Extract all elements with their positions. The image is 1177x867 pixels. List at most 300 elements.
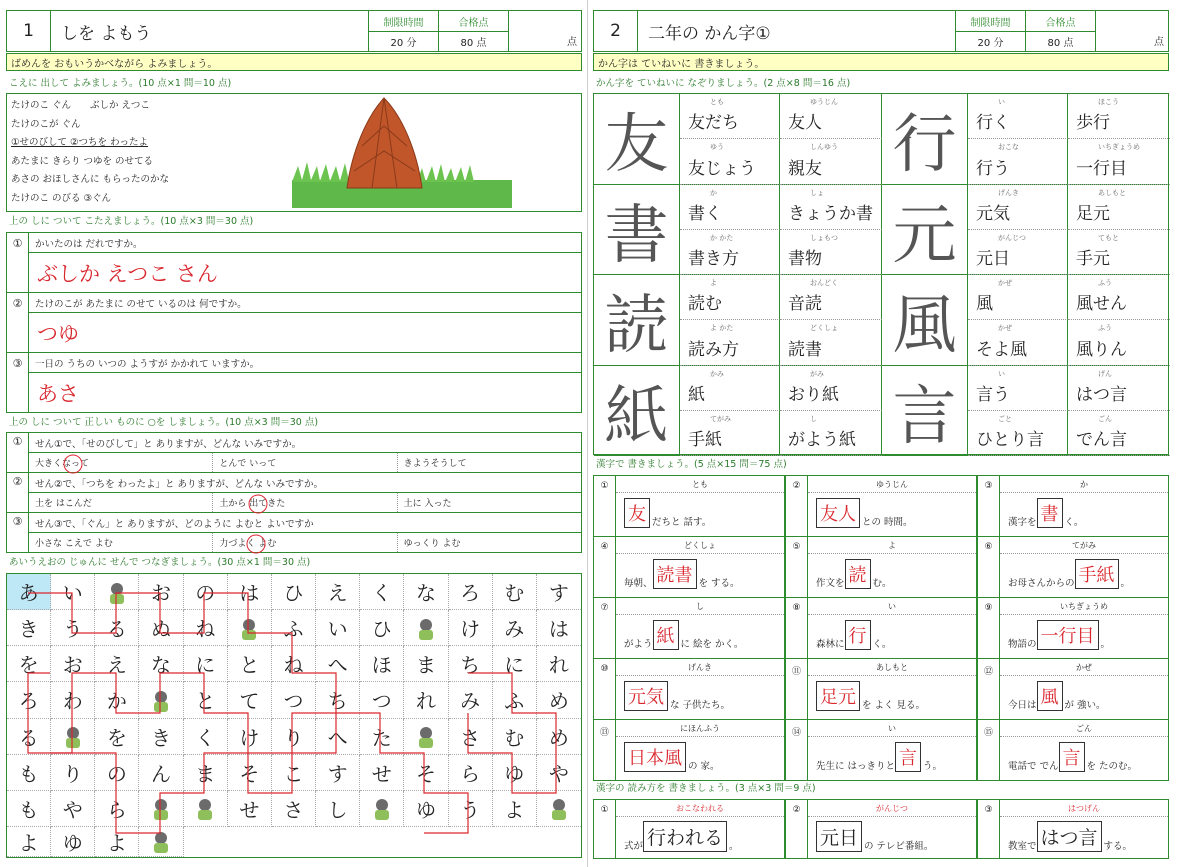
poem-box xyxy=(6,93,582,212)
kanji-block xyxy=(882,185,1170,276)
trace-kanji[interactable]: 書 xyxy=(594,185,680,276)
hiragana-cell[interactable]: れ xyxy=(404,682,448,718)
choice-question-3 xyxy=(6,512,582,553)
reading-grid xyxy=(593,799,1169,859)
trace-kanji[interactable]: 元 xyxy=(882,185,968,276)
option[interactable]: 力づよく よむ xyxy=(213,533,397,552)
answer-box[interactable]: 一行目 xyxy=(1037,620,1099,650)
question-text: せん③で、「ぐん」と ありますが、どのように よむと よいですか xyxy=(29,513,581,533)
hiragana-cell[interactable]: う xyxy=(51,610,95,646)
picture-cell[interactable] xyxy=(228,610,272,646)
picture-cell[interactable] xyxy=(360,791,404,827)
hiragana-cell[interactable]: あ xyxy=(7,574,51,610)
option[interactable]: きようそうして xyxy=(403,459,467,469)
reading-hint: あしもと xyxy=(808,659,976,676)
hiragana-cell[interactable]: ゆ xyxy=(404,791,448,827)
hiragana-cell[interactable]: な xyxy=(139,646,183,682)
sentence xyxy=(624,742,720,772)
furigana: ごん xyxy=(1098,414,1112,423)
hiragana-cell[interactable]: ら xyxy=(449,755,493,791)
word-text: 行く xyxy=(976,113,1010,134)
hiragana-cell[interactable]: ほ xyxy=(360,646,404,682)
question-number: ③ xyxy=(978,800,1000,858)
hiragana-cell[interactable]: を xyxy=(95,719,139,755)
time-label: 制限時間 xyxy=(369,11,438,32)
hiragana-cell[interactable]: に xyxy=(184,646,228,682)
character-icon xyxy=(104,579,130,605)
left-worksheet xyxy=(6,10,582,860)
hiragana-cell[interactable]: よ xyxy=(7,827,51,857)
trace-word[interactable] xyxy=(680,411,780,456)
sentence xyxy=(624,681,730,711)
question-number: ⑤ xyxy=(786,537,808,597)
prefix-text: 作文を xyxy=(816,578,845,589)
picture-cell[interactable] xyxy=(139,827,183,857)
suffix-text: を たのむ。 xyxy=(1086,761,1138,772)
question-number: ⑦ xyxy=(594,598,616,658)
word-text: 読み方 xyxy=(688,339,739,360)
page-divider xyxy=(587,0,588,867)
hiragana-cell[interactable]: い xyxy=(316,610,360,646)
hiragana-cell[interactable]: は xyxy=(537,610,581,646)
trace-word[interactable] xyxy=(780,230,882,275)
hiragana-cell[interactable]: ね xyxy=(184,610,228,646)
section-trace: かん字を ていねいに なぞりましょう。(2 点×8 問＝16 点) xyxy=(596,78,851,89)
trace-word[interactable] xyxy=(680,185,780,230)
hiragana-cell[interactable]: ろ xyxy=(449,574,493,610)
picture-cell[interactable] xyxy=(404,610,448,646)
furigana: し xyxy=(810,414,817,423)
hiragana-cell[interactable]: い xyxy=(51,574,95,610)
trace-word[interactable] xyxy=(680,139,780,184)
hiragana-cell[interactable]: こ xyxy=(272,755,316,791)
furigana: かぜ xyxy=(998,324,1012,333)
trace-word[interactable] xyxy=(968,139,1068,184)
hiragana-cell[interactable]: も xyxy=(7,755,51,791)
word-text: 友じょう xyxy=(688,158,756,179)
answer-field[interactable]: あさ xyxy=(37,381,79,406)
word-text: 読書 xyxy=(788,339,822,360)
hiragana-cell[interactable]: ろ xyxy=(7,682,51,718)
hiragana-cell[interactable]: す xyxy=(537,574,581,610)
answer-box[interactable]: 日本風 xyxy=(624,742,686,772)
write-question xyxy=(977,476,1169,537)
suffix-text: く。 xyxy=(872,639,892,650)
time-label: 制限時間 xyxy=(956,11,1025,32)
trace-word[interactable] xyxy=(680,94,780,139)
answer-box[interactable]: 言 xyxy=(1059,742,1085,772)
prefix-text: 先生に はっきりと xyxy=(816,761,896,772)
sentence xyxy=(816,681,925,711)
trace-word[interactable] xyxy=(780,185,882,230)
character-icon xyxy=(148,795,174,821)
hiragana-cell[interactable]: さ xyxy=(449,719,493,755)
poem-line: たけのこ のびる ③ぐん xyxy=(11,192,112,204)
hiragana-cell[interactable]: さ xyxy=(272,791,316,827)
answer-box[interactable]: 足元 xyxy=(816,681,860,711)
trace-word[interactable] xyxy=(780,139,882,184)
answer-box[interactable]: 友人 xyxy=(816,498,860,528)
hiragana-cell[interactable]: ふ xyxy=(272,610,316,646)
hiragana-cell[interactable]: め xyxy=(537,682,581,718)
sentence xyxy=(816,498,913,528)
suffix-text: く。 xyxy=(1064,517,1084,528)
options xyxy=(29,453,581,472)
reading-answer[interactable]: おこなわれる xyxy=(616,800,784,817)
furigana: ゆうじん xyxy=(810,98,838,106)
trace-word[interactable] xyxy=(968,320,1068,365)
hiragana-cell[interactable]: や xyxy=(51,791,95,827)
trace-word[interactable] xyxy=(780,411,882,456)
poem-line: あさの おほしさんに もらったのかな xyxy=(11,174,170,185)
write-question xyxy=(785,720,977,781)
word-text: 元日 xyxy=(976,249,1010,269)
pass-value: 80 点 xyxy=(1047,38,1074,49)
hiragana-cell[interactable]: も xyxy=(7,791,51,827)
furigana: げんき xyxy=(998,188,1019,197)
character-icon xyxy=(236,615,262,641)
section-choices: 上の しに ついて 正しい ものに ○を しましょう。(10 点×3 問＝30 点) xyxy=(9,417,319,428)
question-number: ① xyxy=(594,476,616,536)
prefix-text: 今日は xyxy=(1008,700,1037,711)
answer-box[interactable]: 書 xyxy=(1037,498,1063,528)
hiragana-cell[interactable]: け xyxy=(228,719,272,755)
write-question xyxy=(785,659,977,720)
hiragana-cell[interactable]: き xyxy=(7,610,51,646)
word-text: 風りん xyxy=(1076,339,1127,360)
poem-line: たけのこ ぐん ぶしか えつこ xyxy=(11,100,150,111)
sentence xyxy=(816,821,933,852)
question-number: ⑬ xyxy=(594,720,616,780)
hiragana-cell[interactable]: へ xyxy=(316,646,360,682)
hiragana-cell[interactable]: つ xyxy=(272,682,316,718)
word-text: 友人 xyxy=(788,113,822,134)
question-number: ① xyxy=(594,800,616,858)
trace-word[interactable] xyxy=(1068,275,1170,320)
right-title: 二年の かん字① xyxy=(638,11,956,51)
option[interactable]: 土から 出てきた xyxy=(213,493,397,512)
left-title: しを よもう xyxy=(51,11,369,51)
furigana: ふう xyxy=(1098,279,1112,287)
word-text: 一行目 xyxy=(1076,158,1127,179)
hiragana-cell[interactable]: ふ xyxy=(493,682,537,718)
furigana: ほこう xyxy=(1098,98,1119,106)
hiragana-cell[interactable]: み xyxy=(449,682,493,718)
hiragana-cell[interactable]: し xyxy=(316,791,360,827)
write-question xyxy=(593,659,785,720)
reading-hint: げんき xyxy=(616,659,784,676)
kanji-block xyxy=(882,275,1170,366)
question-number: ⑮ xyxy=(978,720,1000,780)
reading-hint: とも xyxy=(616,476,784,493)
option[interactable]: 土を はこんだ xyxy=(29,493,213,512)
option[interactable]: ゆっくり よむ xyxy=(403,539,461,549)
hiragana-cell[interactable]: へ xyxy=(316,719,360,755)
trace-kanji[interactable]: 風 xyxy=(882,275,968,366)
kanji-box: 元日 xyxy=(816,821,862,852)
sentence xyxy=(624,821,739,852)
trace-word[interactable] xyxy=(780,94,882,139)
option[interactable]: とんで いって xyxy=(213,453,397,472)
trace-word[interactable] xyxy=(1068,94,1170,139)
trace-word[interactable] xyxy=(1068,411,1170,456)
sentence xyxy=(1008,681,1106,711)
kanji-block xyxy=(882,94,1170,185)
hiragana-cell[interactable]: る xyxy=(95,610,139,646)
choice-question-2 xyxy=(6,472,582,513)
trace-kanji[interactable]: 友 xyxy=(594,94,680,185)
answer-box[interactable]: 友 xyxy=(624,498,650,528)
hiragana-cell[interactable]: よ xyxy=(493,791,537,827)
hiragana-cell[interactable]: ま xyxy=(404,646,448,682)
trace-word[interactable] xyxy=(780,275,882,320)
answer-field[interactable]: つゆ xyxy=(37,321,79,346)
reading-hint: かぜ xyxy=(1000,659,1168,676)
hiragana-cell[interactable]: め xyxy=(537,719,581,755)
word-text: 親友 xyxy=(788,158,822,179)
hiragana-cell[interactable]: り xyxy=(51,755,95,791)
hiragana-cell[interactable]: わ xyxy=(51,682,95,718)
hiragana-cell[interactable]: え xyxy=(95,646,139,682)
word-text: 行う xyxy=(976,158,1010,179)
question-body xyxy=(29,293,581,352)
trace-kanji[interactable]: 行 xyxy=(882,94,968,185)
bamboo-shoot-illustration xyxy=(292,96,512,208)
hiragana-cell[interactable]: ち xyxy=(449,646,493,682)
left-instruction: ばめんを おもいうかべながら よみましょう。 xyxy=(6,53,582,71)
trace-word[interactable] xyxy=(968,230,1068,275)
hiragana-cell[interactable]: ね xyxy=(272,646,316,682)
hiragana-cell[interactable]: て xyxy=(228,682,272,718)
answer-box[interactable]: 紙 xyxy=(653,620,679,650)
word-text: がよう紙 xyxy=(788,430,856,450)
trace-word[interactable] xyxy=(968,275,1068,320)
word-text: 紙 xyxy=(688,384,705,405)
answer-box[interactable]: 行 xyxy=(845,620,871,650)
reading-hint: ごん xyxy=(1000,720,1168,737)
word-text: 手元 xyxy=(1076,249,1110,269)
kanji-trace-grid xyxy=(593,93,1169,455)
trace-word[interactable] xyxy=(680,320,780,365)
reading-hint: い xyxy=(808,598,976,615)
trace-word[interactable] xyxy=(1068,320,1170,365)
trace-word[interactable] xyxy=(1068,366,1170,411)
answer-box[interactable]: 風 xyxy=(1037,681,1063,711)
trace-kanji[interactable]: 読 xyxy=(594,275,680,366)
furigana: がんじつ xyxy=(998,233,1026,242)
hiragana-cell[interactable]: つ xyxy=(360,682,404,718)
hiragana-cell[interactable]: ぬ xyxy=(139,610,183,646)
hiragana-cell[interactable]: く xyxy=(184,719,228,755)
furigana: どくしょ xyxy=(810,324,838,333)
trace-word[interactable] xyxy=(680,275,780,320)
score-box[interactable]: 点 xyxy=(567,37,577,48)
hiragana-cell[interactable]: ゆ xyxy=(51,827,95,857)
word-text: きょうか書 xyxy=(788,203,873,224)
answer-box[interactable]: 読書 xyxy=(653,559,697,589)
hiragana-cell[interactable]: す xyxy=(316,755,360,791)
section-connect: あいうえおの じゅんに せんで つなぎましょう。(30 点×1 問＝30 点) xyxy=(9,557,311,568)
hiragana-cell[interactable]: け xyxy=(449,610,493,646)
hiragana-cell[interactable]: た xyxy=(360,719,404,755)
furigana: てもと xyxy=(1098,233,1119,242)
hiragana-cell[interactable]: よ xyxy=(95,827,139,857)
hiragana-cell[interactable]: ゆ xyxy=(493,755,537,791)
suffix-text: 。 xyxy=(1100,639,1111,650)
picture-cell[interactable] xyxy=(184,791,228,827)
hiragana-cell[interactable]: や xyxy=(537,755,581,791)
trace-word[interactable] xyxy=(1068,230,1170,275)
hiragana-cell[interactable]: に xyxy=(493,646,537,682)
poem-line: あたまに きらり つゆを のせてる xyxy=(11,155,154,167)
question-body xyxy=(29,233,581,292)
question-number: ⑩ xyxy=(594,659,616,719)
trace-kanji[interactable]: 紙 xyxy=(594,366,680,457)
furigana: よ かた xyxy=(710,324,734,333)
furigana: おこな xyxy=(998,143,1019,152)
trace-word[interactable] xyxy=(968,411,1068,456)
hiragana-cell[interactable]: お xyxy=(51,646,95,682)
hiragana-cell[interactable]: そ xyxy=(404,755,448,791)
hiragana-cell[interactable]: そ xyxy=(228,755,272,791)
trace-word[interactable] xyxy=(680,230,780,275)
trace-word[interactable] xyxy=(968,366,1068,411)
section-reading: 漢字の 読み方を 書きましょう。(3 点×3 問＝9 点) xyxy=(596,783,816,794)
picture-cell[interactable] xyxy=(139,682,183,718)
picture-cell[interactable] xyxy=(95,574,139,610)
reading-question xyxy=(977,799,1169,859)
reading-answer[interactable]: はつげん xyxy=(1000,800,1168,817)
hiragana-cell[interactable]: む xyxy=(493,574,537,610)
suffix-text: を よく 見る。 xyxy=(862,700,926,711)
word-text: 風 xyxy=(976,294,993,315)
hiragana-cell[interactable]: を xyxy=(7,646,51,682)
pass-label: 合格点 xyxy=(1026,11,1095,32)
answer-box[interactable]: 読 xyxy=(845,559,871,589)
reading-answer[interactable]: がんじつ xyxy=(808,800,976,817)
question-body xyxy=(29,513,581,552)
answer-box[interactable]: 言 xyxy=(895,742,921,772)
hiragana-cell[interactable]: お xyxy=(139,574,183,610)
option[interactable]: 小さな こえで よむ xyxy=(29,533,213,552)
hiragana-cell[interactable]: う xyxy=(449,791,493,827)
hiragana-cell[interactable]: ひ xyxy=(272,574,316,610)
option[interactable]: 土に 入った xyxy=(403,499,452,509)
suffix-text: う。 xyxy=(923,761,943,772)
hiragana-cell[interactable]: な xyxy=(404,574,448,610)
trace-word[interactable] xyxy=(968,185,1068,230)
suffix-text: な 子供たち。 xyxy=(670,700,731,711)
hiragana-cell[interactable]: と xyxy=(228,646,272,682)
sentence xyxy=(624,559,740,589)
kanji-box: 行われる xyxy=(643,821,727,852)
question-text: せん①で、「せのびして」と ありますが、どんな いみですか。 xyxy=(29,433,581,453)
hiragana-cell[interactable]: れ xyxy=(537,646,581,682)
suffix-text: する。 xyxy=(1103,841,1133,852)
right-worksheet xyxy=(593,10,1169,860)
hiragana-cell[interactable]: え xyxy=(316,574,360,610)
furigana: か かた xyxy=(710,233,734,242)
picture-cell[interactable] xyxy=(537,791,581,827)
hiragana-cell[interactable]: む xyxy=(493,719,537,755)
kanji-block xyxy=(594,94,882,185)
sentence xyxy=(624,498,711,528)
suffix-text: の テレビ番組。 xyxy=(864,841,934,852)
hiragana-cell[interactable]: か xyxy=(95,682,139,718)
prefix-text: がよう xyxy=(624,639,653,650)
picture-cell[interactable] xyxy=(51,719,95,755)
time-value: 20 分 xyxy=(977,38,1004,49)
hiragana-cell[interactable]: る xyxy=(7,719,51,755)
section-read-aloud: こえに 出して よみましょう。(10 点×1 問＝10 点) xyxy=(9,78,232,89)
hiragana-cell[interactable]: の xyxy=(95,755,139,791)
option[interactable]: 大きくなって xyxy=(29,453,213,472)
word-text: 歩行 xyxy=(1076,113,1110,134)
sentence xyxy=(816,620,891,650)
hiragana-cell[interactable]: ら xyxy=(95,791,139,827)
word-text: 元気 xyxy=(976,203,1010,224)
answer-box[interactable]: 手紙 xyxy=(1075,559,1119,589)
picture-cell[interactable] xyxy=(404,719,448,755)
write-kanji-grid xyxy=(593,475,1169,780)
picture-cell[interactable] xyxy=(139,791,183,827)
hiragana-cell[interactable]: き xyxy=(139,719,183,755)
hiragana-cell[interactable]: の xyxy=(184,574,228,610)
hiragana-cell[interactable]: は xyxy=(228,574,272,610)
question-number: ① xyxy=(7,233,29,292)
hiragana-cell[interactable]: く xyxy=(360,574,404,610)
hiragana-cell[interactable]: ん xyxy=(139,755,183,791)
hiragana-cell[interactable]: せ xyxy=(360,755,404,791)
hiragana-cell[interactable]: み xyxy=(493,610,537,646)
answer-field[interactable]: ぶしか えつこ さん xyxy=(37,261,218,286)
hiragana-cell[interactable]: り xyxy=(272,719,316,755)
trace-word[interactable] xyxy=(780,320,882,365)
trace-word[interactable] xyxy=(680,366,780,411)
word-text: 書く xyxy=(688,203,722,224)
sentence xyxy=(1008,742,1137,772)
score-box[interactable]: 点 xyxy=(1154,37,1164,48)
kanji-block xyxy=(594,366,882,457)
write-question xyxy=(593,476,785,537)
question-number: ③ xyxy=(7,353,29,412)
hiragana-cell[interactable]: ち xyxy=(316,682,360,718)
furigana: てがみ xyxy=(710,414,731,423)
suffix-text: 。 xyxy=(729,841,739,852)
trace-word[interactable] xyxy=(1068,139,1170,184)
suffix-text: が 強い。 xyxy=(1064,700,1106,711)
trace-word[interactable] xyxy=(1068,185,1170,230)
trace-word[interactable] xyxy=(780,366,882,411)
word-text: 言う xyxy=(976,384,1010,405)
right-header xyxy=(593,10,1169,52)
hiragana-cell[interactable]: ひ xyxy=(360,610,404,646)
trace-kanji[interactable]: 言 xyxy=(882,366,968,457)
furigana: ごと xyxy=(998,414,1012,423)
furigana: ゆう xyxy=(710,143,724,152)
answer-box[interactable]: 元気 xyxy=(624,681,668,711)
question-number: ⑥ xyxy=(978,537,1000,597)
hiragana-cell[interactable]: と xyxy=(184,682,228,718)
kanji-block xyxy=(594,275,882,366)
time-value: 20 分 xyxy=(390,38,417,49)
character-icon xyxy=(192,795,218,821)
hiragana-cell[interactable]: せ xyxy=(228,791,272,827)
trace-word[interactable] xyxy=(968,94,1068,139)
hiragana-cell[interactable]: ま xyxy=(184,755,228,791)
poem-line: たけのこが ぐん xyxy=(11,118,81,130)
kanji-block xyxy=(882,366,1170,457)
